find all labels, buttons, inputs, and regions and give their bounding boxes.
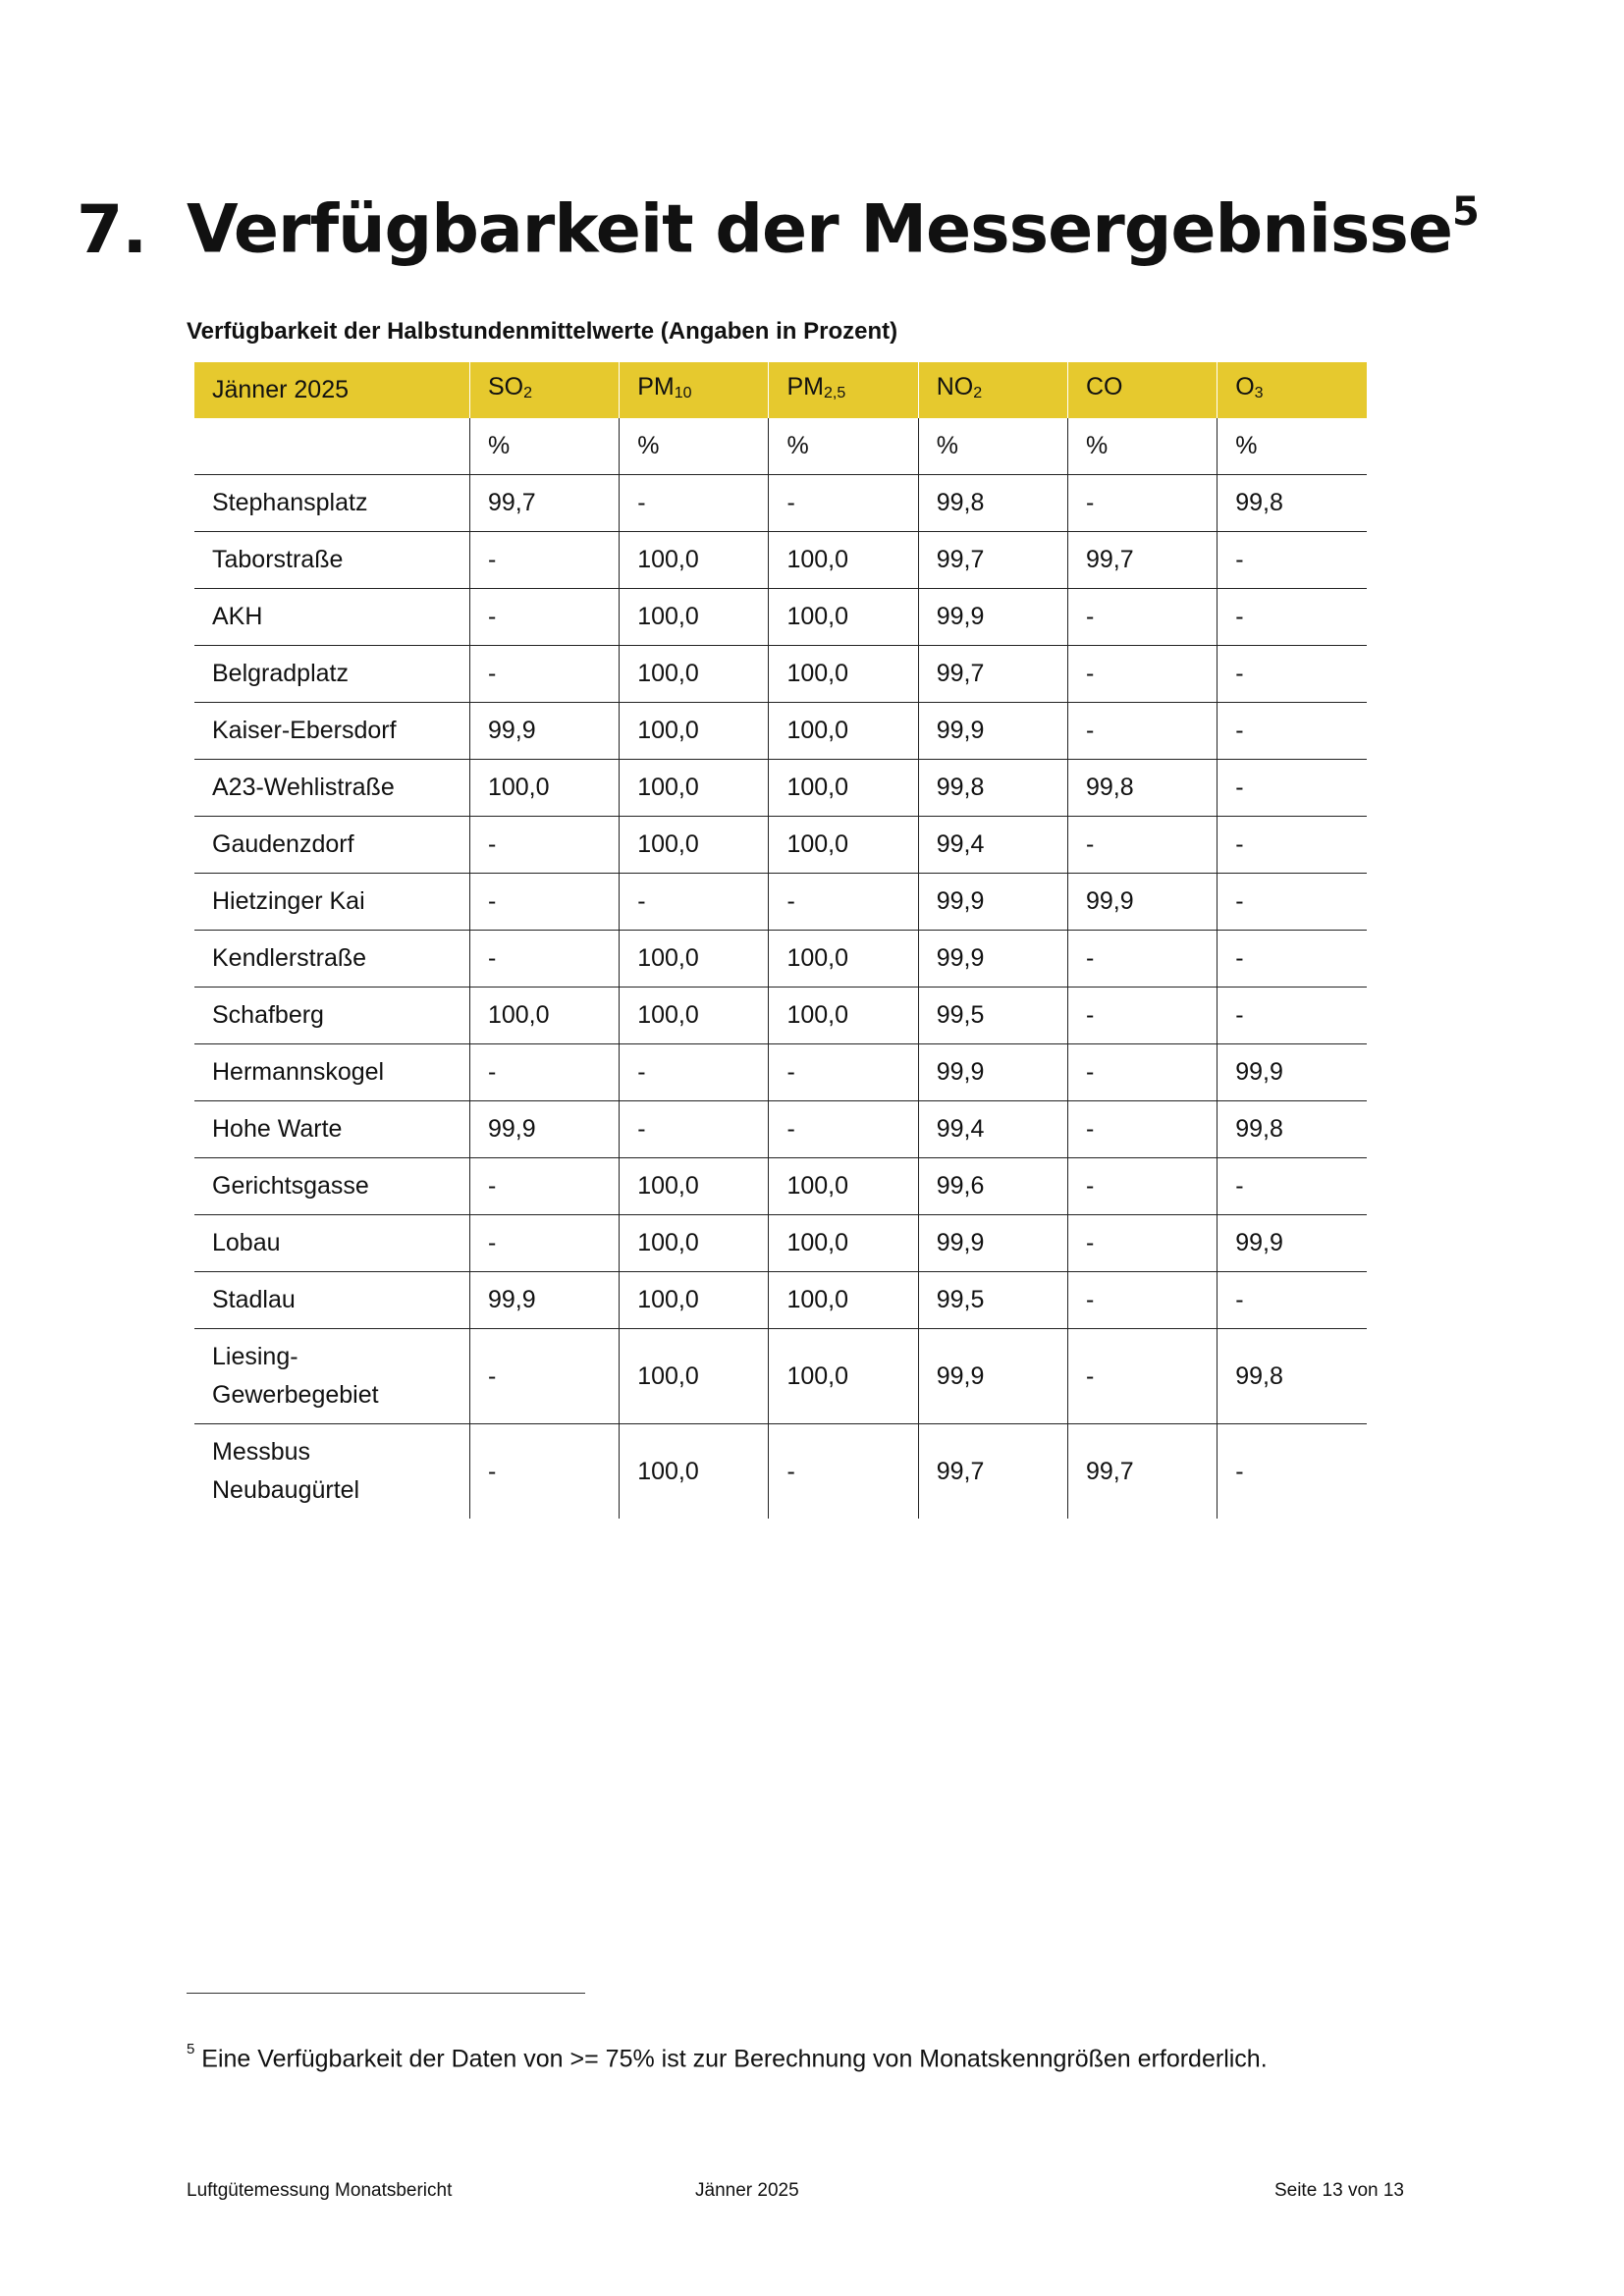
footer-period: Jänner 2025: [695, 2180, 799, 2201]
value-cell: 100,0: [620, 589, 769, 646]
table-row: [194, 646, 1367, 703]
value-cell: 100,0: [469, 988, 619, 1044]
table-row: [194, 1424, 1367, 1520]
station-name: Lobau: [194, 1215, 469, 1272]
value-cell: 100,0: [769, 1158, 918, 1215]
station-name-line: Neubaugürtel: [212, 1476, 360, 1504]
header-so2: $SO_2$: [469, 362, 619, 418]
footnote-reference: 5: [1452, 189, 1479, 235]
station-name: Schafberg: [194, 988, 469, 1044]
value-cell: -: [469, 874, 619, 931]
table-row: [194, 1101, 1367, 1158]
value-cell: 99,9: [918, 931, 1067, 988]
value-cell: 100,0: [469, 760, 619, 817]
table-row: [194, 1272, 1367, 1329]
table-row: [194, 703, 1367, 760]
footnote-mark: 5: [187, 2041, 195, 2057]
value-cell: -: [469, 1329, 619, 1424]
value-cell: -: [1218, 1424, 1367, 1520]
value-cell: -: [469, 589, 619, 646]
value-cell: 99,5: [918, 1272, 1067, 1329]
station-name: Hermannskogel: [194, 1044, 469, 1101]
unit-cell: %: [620, 418, 769, 475]
value-cell: 99,4: [918, 817, 1067, 874]
value-cell: -: [469, 1158, 619, 1215]
value-cell: 100,0: [620, 760, 769, 817]
station-name: Belgradplatz: [194, 646, 469, 703]
value-cell: -: [1218, 532, 1367, 589]
value-cell: 100,0: [620, 817, 769, 874]
value-cell: 99,9: [1067, 874, 1217, 931]
station-name: Kendlerstraße: [194, 931, 469, 988]
value-cell: -: [620, 874, 769, 931]
value-cell: 99,7: [918, 1424, 1067, 1520]
value-cell: -: [1067, 931, 1217, 988]
value-cell: -: [769, 1044, 918, 1101]
value-cell: 100,0: [769, 760, 918, 817]
station-name: Stadlau: [194, 1272, 469, 1329]
value-cell: 100,0: [620, 1424, 769, 1520]
value-cell: 99,9: [918, 1215, 1067, 1272]
value-cell: 99,7: [1067, 1424, 1217, 1520]
value-cell: -: [1067, 1158, 1217, 1215]
value-cell: -: [769, 475, 918, 532]
value-cell: -: [1218, 874, 1367, 931]
value-cell: -: [1067, 475, 1217, 532]
value-cell: -: [469, 1215, 619, 1272]
value-cell: -: [1218, 760, 1367, 817]
header-co: CO: [1067, 362, 1217, 418]
unit-cell: %: [1218, 418, 1367, 475]
value-cell: 100,0: [620, 931, 769, 988]
value-cell: 99,9: [469, 1101, 619, 1158]
value-cell: 99,6: [918, 1158, 1067, 1215]
station-name-line: Messbus: [212, 1438, 311, 1466]
value-cell: 100,0: [769, 1272, 918, 1329]
table-row: [194, 874, 1367, 931]
value-cell: 100,0: [769, 646, 918, 703]
table-row: [194, 532, 1367, 589]
value-cell: -: [769, 1101, 918, 1158]
value-cell: 100,0: [620, 703, 769, 760]
table-row: [194, 817, 1367, 874]
value-cell: -: [1218, 988, 1367, 1044]
table-row: [194, 988, 1367, 1044]
value-cell: 100,0: [769, 703, 918, 760]
value-cell: -: [1218, 1158, 1367, 1215]
station-name: AKH: [194, 589, 469, 646]
value-cell: 99,9: [1218, 1215, 1367, 1272]
station-name: Kaiser-Ebersdorf: [194, 703, 469, 760]
station-name-line: Gewerbegebiet: [212, 1381, 379, 1409]
value-cell: 99,9: [918, 1044, 1067, 1101]
header-period: Jänner 2025: [194, 362, 469, 418]
table-header-row: [194, 362, 1367, 418]
value-cell: -: [1218, 817, 1367, 874]
table-row: [194, 589, 1367, 646]
value-cell: 99,8: [918, 760, 1067, 817]
value-cell: -: [1218, 703, 1367, 760]
footer-page-number: Seite 13 von 13: [1273, 2180, 1404, 2201]
table-row: [194, 760, 1367, 817]
table-row: [194, 1215, 1367, 1272]
table-units-row: [194, 418, 1367, 475]
value-cell: 99,9: [469, 703, 619, 760]
header-pm25: $PM_{2,5}$: [769, 362, 918, 418]
value-cell: 99,7: [918, 646, 1067, 703]
table-row: [194, 931, 1367, 988]
value-cell: -: [469, 646, 619, 703]
section-heading: [77, 177, 1479, 270]
value-cell: 99,7: [918, 532, 1067, 589]
value-cell: 99,9: [918, 1329, 1067, 1424]
station-name: Stephansplatz: [194, 475, 469, 532]
station-name: [194, 1329, 469, 1424]
value-cell: -: [1067, 1329, 1217, 1424]
table-row: [194, 1329, 1367, 1424]
value-cell: 99,8: [1218, 475, 1367, 532]
section-number: 7.: [77, 190, 147, 269]
value-cell: 99,8: [1067, 760, 1217, 817]
header-o3: $O_3$: [1218, 362, 1367, 418]
value-cell: 100,0: [769, 931, 918, 988]
value-cell: 99,9: [918, 703, 1067, 760]
station-name-line: Liesing-: [212, 1343, 298, 1370]
station-name: Gaudenzdorf: [194, 817, 469, 874]
value-cell: -: [769, 874, 918, 931]
table-row: [194, 1044, 1367, 1101]
unit-cell: %: [918, 418, 1067, 475]
value-cell: -: [1067, 1215, 1217, 1272]
value-cell: -: [1067, 1101, 1217, 1158]
station-name: Hietzinger Kai: [194, 874, 469, 931]
value-cell: 100,0: [769, 988, 918, 1044]
header-no2: $NO_2$: [918, 362, 1067, 418]
unit-cell: %: [769, 418, 918, 475]
section-title: Verfügbarkeit der Messergebnisse: [187, 190, 1452, 269]
value-cell: 99,7: [469, 475, 619, 532]
value-cell: 100,0: [769, 589, 918, 646]
value-cell: -: [469, 532, 619, 589]
value-cell: -: [1067, 646, 1217, 703]
value-cell: -: [1067, 1272, 1217, 1329]
value-cell: 100,0: [769, 1215, 918, 1272]
station-name: A23-Wehlistraße: [194, 760, 469, 817]
unit-cell: %: [469, 418, 619, 475]
value-cell: -: [1218, 646, 1367, 703]
value-cell: 100,0: [620, 1215, 769, 1272]
value-cell: -: [1067, 703, 1217, 760]
table-row: [194, 475, 1367, 532]
station-name: [194, 1424, 469, 1520]
value-cell: 99,5: [918, 988, 1067, 1044]
table-body: [194, 475, 1367, 1520]
value-cell: -: [1218, 931, 1367, 988]
value-cell: -: [469, 1044, 619, 1101]
value-cell: -: [469, 931, 619, 988]
footnote-divider: [187, 1993, 585, 1994]
value-cell: 100,0: [620, 532, 769, 589]
value-cell: -: [469, 817, 619, 874]
value-cell: 99,8: [918, 475, 1067, 532]
value-cell: 99,9: [918, 874, 1067, 931]
value-cell: -: [1067, 589, 1217, 646]
value-cell: -: [1067, 817, 1217, 874]
value-cell: 100,0: [620, 988, 769, 1044]
value-cell: 100,0: [620, 1272, 769, 1329]
value-cell: 100,0: [769, 817, 918, 874]
value-cell: -: [1067, 1044, 1217, 1101]
value-cell: -: [1218, 589, 1367, 646]
table-caption: Verfügbarkeit der Halbstundenmittelwerte (Angaben in Prozent): [187, 318, 898, 345]
value-cell: 99,4: [918, 1101, 1067, 1158]
value-cell: 99,9: [918, 589, 1067, 646]
value-cell: -: [620, 1044, 769, 1101]
units-blank: [194, 418, 469, 475]
table-row: [194, 1158, 1367, 1215]
availability-table: [194, 362, 1367, 1519]
station-name: Hohe Warte: [194, 1101, 469, 1158]
value-cell: 100,0: [769, 1329, 918, 1424]
header-pm10: $PM_{10}$: [620, 362, 769, 418]
value-cell: -: [769, 1424, 918, 1520]
value-cell: 100,0: [769, 532, 918, 589]
unit-cell: %: [1067, 418, 1217, 475]
value-cell: -: [469, 1424, 619, 1520]
value-cell: 99,9: [1218, 1044, 1367, 1101]
station-name: Taborstraße: [194, 532, 469, 589]
footnote: [187, 2037, 1268, 2075]
value-cell: -: [1067, 988, 1217, 1044]
footer-report-title: Luftgütemessung Monatsbericht: [187, 2180, 453, 2201]
value-cell: 100,0: [620, 646, 769, 703]
value-cell: -: [620, 475, 769, 532]
value-cell: 99,8: [1218, 1101, 1367, 1158]
value-cell: -: [620, 1101, 769, 1158]
value-cell: 99,9: [469, 1272, 619, 1329]
value-cell: 100,0: [620, 1158, 769, 1215]
value-cell: 99,8: [1218, 1329, 1367, 1424]
station-name: Gerichtsgasse: [194, 1158, 469, 1215]
value-cell: -: [1218, 1272, 1367, 1329]
value-cell: 99,7: [1067, 532, 1217, 589]
footnote-text: Eine Verfügbarkeit der Daten von >= 75% ist zur Berechnung von Monatskenngrößen erforderlich.: [201, 2045, 1268, 2073]
value-cell: 100,0: [620, 1329, 769, 1424]
